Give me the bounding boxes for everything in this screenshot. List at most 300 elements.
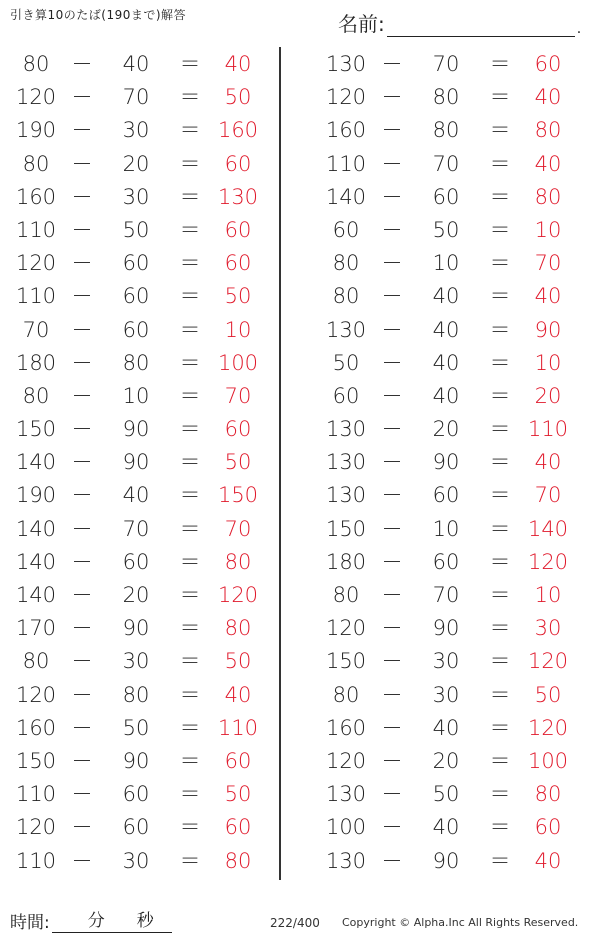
equals-sign: ＝: [179, 549, 201, 574]
answer: 60: [534, 52, 562, 76]
subtrahend: 40: [432, 815, 460, 840]
answer: 120: [527, 549, 569, 574]
minuend: 110: [325, 151, 367, 176]
answer: 120: [217, 583, 259, 607]
minuend: 120: [325, 85, 367, 110]
subtrahend: 20: [432, 417, 460, 442]
minus-sign: －: [71, 184, 93, 209]
answer: 40: [534, 151, 562, 176]
minus-sign: －: [71, 715, 93, 740]
subtrahend: 30: [122, 848, 150, 873]
problem-row: [310, 546, 600, 579]
minus-sign: －: [71, 118, 93, 143]
minus-sign: －: [381, 317, 403, 342]
equals-sign: ＝: [489, 284, 511, 309]
equals-sign: ＝: [179, 284, 201, 309]
subtrahend: 50: [432, 782, 460, 807]
minuend: 80: [22, 649, 50, 674]
equals-sign: ＝: [179, 184, 201, 209]
minus-sign: －: [71, 217, 93, 242]
problem-row: [310, 745, 600, 778]
subtrahend: 50: [432, 217, 460, 242]
minus-sign: －: [71, 85, 93, 110]
answer: 50: [224, 85, 252, 110]
minuend: 130: [325, 848, 367, 873]
minus-sign: －: [71, 815, 93, 840]
minuend: 80: [332, 682, 360, 707]
equals-sign: ＝: [489, 151, 511, 176]
answer: 40: [224, 52, 252, 76]
minuend: 120: [325, 748, 367, 773]
minuend: 80: [22, 52, 50, 76]
minus-sign: －: [71, 549, 93, 574]
subtrahend: 60: [122, 284, 150, 309]
answer: 80: [224, 616, 252, 641]
problem-row: [0, 114, 290, 147]
answer: 130: [217, 184, 259, 209]
minus-sign: －: [381, 848, 403, 873]
minuend: 120: [15, 815, 57, 840]
equals-sign: ＝: [179, 649, 201, 674]
problem-row: [0, 845, 290, 878]
minuend: 70: [22, 317, 50, 342]
time-label: 時間:: [10, 913, 50, 933]
problem-row: [310, 214, 600, 247]
problem-row: [0, 513, 290, 546]
answer: 60: [224, 151, 252, 176]
minus-sign: －: [71, 483, 93, 508]
answer: 80: [534, 118, 562, 143]
subtrahend: 90: [122, 616, 150, 641]
subtrahend: 50: [122, 217, 150, 242]
problem-row: [310, 81, 600, 114]
minus-sign: －: [71, 350, 93, 375]
minuend: 190: [15, 483, 57, 508]
subtrahend: 60: [122, 251, 150, 276]
problem-row: [0, 280, 290, 313]
subtrahend: 40: [432, 317, 460, 342]
answer: 50: [224, 649, 252, 674]
answer: 60: [224, 251, 252, 276]
minuend: 190: [15, 118, 57, 143]
equals-sign: ＝: [179, 782, 201, 807]
minus-sign: －: [71, 251, 93, 276]
equals-sign: ＝: [179, 682, 201, 707]
minus-sign: －: [71, 848, 93, 873]
subtrahend: 40: [122, 52, 150, 76]
right-problem-column: [310, 48, 600, 878]
answer: 70: [534, 483, 562, 508]
subtrahend: 60: [432, 483, 460, 508]
problem-row: [310, 612, 600, 645]
subtrahend: 40: [432, 383, 460, 408]
minus-sign: －: [381, 118, 403, 143]
answer: 80: [534, 184, 562, 209]
equals-sign: ＝: [179, 85, 201, 110]
problem-row: [0, 479, 290, 512]
equals-sign: ＝: [489, 549, 511, 574]
minuend: 80: [22, 383, 50, 408]
subtrahend: 20: [432, 748, 460, 773]
answer: 50: [224, 782, 252, 807]
problem-row: [310, 778, 600, 811]
minuend: 150: [15, 748, 57, 773]
minuend: 140: [15, 549, 57, 574]
problem-row: [310, 48, 600, 81]
page-number: 222/400: [270, 916, 320, 930]
subtrahend: 10: [432, 516, 460, 541]
name-field: [338, 8, 581, 37]
equals-sign: ＝: [489, 251, 511, 276]
subtrahend: 90: [432, 450, 460, 475]
subtrahend: 30: [122, 118, 150, 143]
problem-row: [0, 546, 290, 579]
problem-row: [310, 811, 600, 844]
problem-row: [310, 645, 600, 678]
minuend: 110: [15, 284, 57, 309]
subtrahend: 60: [432, 184, 460, 209]
subtrahend: 20: [122, 583, 150, 607]
equals-sign: ＝: [489, 782, 511, 807]
answer: 110: [217, 715, 259, 740]
minuend: 60: [332, 383, 360, 408]
equals-sign: ＝: [489, 317, 511, 342]
minus-sign: －: [381, 350, 403, 375]
minus-sign: －: [381, 52, 403, 76]
minuend: 110: [15, 217, 57, 242]
minuend: 130: [325, 450, 367, 475]
minus-sign: －: [381, 450, 403, 475]
subtrahend: 30: [432, 649, 460, 674]
subtrahend: 90: [122, 417, 150, 442]
problem-row: [0, 81, 290, 114]
minuend: 130: [325, 52, 367, 76]
subtrahend: 80: [122, 682, 150, 707]
copyright-text: Copyright © Alpha.Inc All Rights Reserved.: [342, 916, 579, 929]
problem-row: [0, 48, 290, 81]
problem-row: [310, 114, 600, 147]
equals-sign: ＝: [179, 151, 201, 176]
minus-sign: －: [71, 317, 93, 342]
problem-row: [0, 247, 290, 280]
problem-row: [0, 778, 290, 811]
answer: 70: [534, 251, 562, 276]
subtrahend: 70: [432, 52, 460, 76]
minus-sign: －: [71, 748, 93, 773]
minus-sign: －: [71, 649, 93, 674]
answer: 60: [534, 815, 562, 840]
minus-sign: －: [381, 649, 403, 674]
equals-sign: ＝: [489, 848, 511, 873]
minuend: 140: [15, 516, 57, 541]
equals-sign: ＝: [489, 52, 511, 76]
answer: 120: [527, 649, 569, 674]
equals-sign: ＝: [489, 217, 511, 242]
subtrahend: 10: [432, 251, 460, 276]
subtrahend: 30: [122, 184, 150, 209]
minuend: 60: [332, 217, 360, 242]
answer: 60: [224, 748, 252, 773]
minus-sign: －: [381, 782, 403, 807]
problem-row: [310, 347, 600, 380]
problem-row: [0, 314, 290, 347]
minus-sign: －: [381, 815, 403, 840]
problem-row: [310, 148, 600, 181]
subtrahend: 70: [432, 151, 460, 176]
minus-sign: －: [381, 184, 403, 209]
problem-row: [310, 181, 600, 214]
worksheet-title: 引き算10のたば(190まで)解答: [10, 8, 187, 22]
answer: 30: [534, 616, 562, 641]
minus-sign: －: [381, 616, 403, 641]
minus-sign: －: [381, 748, 403, 773]
problem-row: [310, 380, 600, 413]
subtrahend: 90: [122, 748, 150, 773]
subtrahend: 60: [122, 782, 150, 807]
name-label: 名前:: [338, 12, 385, 36]
minus-sign: －: [71, 417, 93, 442]
problem-row: [310, 280, 600, 313]
minuend: 110: [15, 782, 57, 807]
answer: 10: [534, 583, 562, 607]
equals-sign: ＝: [489, 184, 511, 209]
answer: 50: [224, 284, 252, 309]
equals-sign: ＝: [179, 583, 201, 607]
time-field: [10, 906, 172, 933]
minus-sign: －: [381, 483, 403, 508]
equals-sign: ＝: [179, 118, 201, 143]
equals-sign: ＝: [179, 848, 201, 873]
problem-row: [0, 413, 290, 446]
equals-sign: ＝: [489, 616, 511, 641]
minuend: 130: [325, 782, 367, 807]
time-blank[interactable]: [52, 906, 172, 933]
answer: 40: [224, 682, 252, 707]
equals-sign: ＝: [489, 748, 511, 773]
subtrahend: 40: [432, 284, 460, 309]
minuend: 50: [332, 350, 360, 375]
answer: 60: [224, 217, 252, 242]
equals-sign: ＝: [489, 450, 511, 475]
equals-sign: ＝: [179, 748, 201, 773]
minuend: 160: [325, 715, 367, 740]
minus-sign: －: [381, 85, 403, 110]
minuend: 80: [22, 151, 50, 176]
minuend: 120: [325, 616, 367, 641]
equals-sign: ＝: [179, 383, 201, 408]
equals-sign: ＝: [179, 450, 201, 475]
subtrahend: 80: [122, 350, 150, 375]
answer: 100: [527, 748, 569, 773]
minus-sign: －: [381, 217, 403, 242]
answer: 80: [224, 848, 252, 873]
minus-sign: －: [381, 284, 403, 309]
minus-sign: －: [71, 151, 93, 176]
answer: 160: [217, 118, 259, 143]
minuend: 80: [332, 284, 360, 309]
minuend: 170: [15, 616, 57, 641]
minus-sign: －: [71, 583, 93, 607]
minus-sign: －: [71, 450, 93, 475]
problem-row: [310, 712, 600, 745]
equals-sign: ＝: [489, 383, 511, 408]
problem-row: [310, 314, 600, 347]
subtrahend: 60: [122, 549, 150, 574]
answer: 70: [224, 516, 252, 541]
minuend: 140: [325, 184, 367, 209]
subtrahend: 70: [122, 516, 150, 541]
minus-sign: －: [71, 682, 93, 707]
problem-row: [310, 513, 600, 546]
equals-sign: ＝: [489, 417, 511, 442]
equals-sign: ＝: [179, 483, 201, 508]
answer: 120: [527, 715, 569, 740]
equals-sign: ＝: [489, 715, 511, 740]
seconds-label: 秒: [136, 911, 154, 931]
subtrahend: 60: [432, 549, 460, 574]
minuend: 120: [15, 85, 57, 110]
equals-sign: ＝: [179, 715, 201, 740]
subtrahend: 60: [122, 317, 150, 342]
answer: 140: [527, 516, 569, 541]
minuend: 120: [15, 251, 57, 276]
answer: 80: [224, 549, 252, 574]
minus-sign: －: [381, 383, 403, 408]
equals-sign: ＝: [179, 417, 201, 442]
minus-sign: －: [71, 782, 93, 807]
answer: 10: [534, 350, 562, 375]
equals-sign: ＝: [179, 52, 201, 76]
minuend: 160: [15, 184, 57, 209]
answer: 40: [534, 450, 562, 475]
answer: 100: [217, 350, 259, 375]
name-dot: .: [576, 21, 582, 37]
minuend: 110: [15, 848, 57, 873]
answer: 90: [534, 317, 562, 342]
minuend: 160: [15, 715, 57, 740]
minuend: 140: [15, 450, 57, 475]
minus-sign: －: [381, 583, 403, 607]
equals-sign: ＝: [489, 649, 511, 674]
subtrahend: 80: [432, 118, 460, 143]
answer: 150: [217, 483, 259, 508]
equals-sign: ＝: [489, 815, 511, 840]
minuend: 180: [325, 549, 367, 574]
subtrahend: 60: [122, 815, 150, 840]
problem-row: [0, 612, 290, 645]
answer: 40: [534, 284, 562, 309]
problem-row: [0, 181, 290, 214]
equals-sign: ＝: [179, 251, 201, 276]
problem-row: [0, 745, 290, 778]
problem-row: [0, 712, 290, 745]
problem-row: [0, 347, 290, 380]
equals-sign: ＝: [179, 317, 201, 342]
minus-sign: －: [71, 616, 93, 641]
subtrahend: 40: [432, 350, 460, 375]
problem-row: [310, 446, 600, 479]
minus-sign: －: [71, 383, 93, 408]
subtrahend: 70: [122, 85, 150, 110]
minus-sign: －: [381, 251, 403, 276]
subtrahend: 50: [122, 715, 150, 740]
minuend: 130: [325, 483, 367, 508]
answer: 50: [224, 450, 252, 475]
minus-sign: －: [71, 52, 93, 76]
minus-sign: －: [71, 284, 93, 309]
problem-row: [0, 380, 290, 413]
problem-row: [0, 214, 290, 247]
minus-sign: －: [381, 549, 403, 574]
minuend: 150: [325, 649, 367, 674]
minuend: 100: [325, 815, 367, 840]
subtrahend: 90: [432, 616, 460, 641]
subtrahend: 30: [432, 682, 460, 707]
subtrahend: 10: [122, 383, 150, 408]
answer: 10: [534, 217, 562, 242]
minuend: 150: [15, 417, 57, 442]
problem-row: [0, 446, 290, 479]
minus-sign: －: [381, 151, 403, 176]
equals-sign: ＝: [489, 682, 511, 707]
equals-sign: ＝: [179, 815, 201, 840]
equals-sign: ＝: [489, 350, 511, 375]
minus-sign: －: [71, 516, 93, 541]
equals-sign: ＝: [179, 217, 201, 242]
minus-sign: －: [381, 715, 403, 740]
minuend: 140: [15, 583, 57, 607]
answer: 110: [527, 417, 569, 442]
problem-row: [0, 148, 290, 181]
problem-row: [310, 579, 600, 612]
subtrahend: 30: [122, 649, 150, 674]
problem-row: [310, 845, 600, 878]
name-blank-line[interactable]: [387, 16, 575, 37]
left-problem-column: [0, 48, 290, 878]
problem-row: [310, 247, 600, 280]
subtrahend: 80: [432, 85, 460, 110]
minuend: 80: [332, 251, 360, 276]
minuend: 120: [15, 682, 57, 707]
minuend: 80: [332, 583, 360, 607]
subtrahend: 40: [122, 483, 150, 508]
answer: 60: [224, 815, 252, 840]
answer: 60: [224, 417, 252, 442]
equals-sign: ＝: [179, 350, 201, 375]
answer: 80: [534, 782, 562, 807]
subtrahend: 70: [432, 583, 460, 607]
minuend: 160: [325, 118, 367, 143]
subtrahend: 90: [122, 450, 150, 475]
problem-row: [0, 679, 290, 712]
problem-row: [310, 479, 600, 512]
subtrahend: 90: [432, 848, 460, 873]
equals-sign: ＝: [489, 483, 511, 508]
problem-row: [310, 679, 600, 712]
equals-sign: ＝: [179, 516, 201, 541]
answer: 20: [534, 383, 562, 408]
minuend: 180: [15, 350, 57, 375]
equals-sign: ＝: [489, 85, 511, 110]
equals-sign: ＝: [489, 583, 511, 607]
problem-row: [0, 645, 290, 678]
minus-sign: －: [381, 516, 403, 541]
problem-row: [0, 579, 290, 612]
subtrahend: 20: [122, 151, 150, 176]
minus-sign: －: [381, 417, 403, 442]
problem-row: [310, 413, 600, 446]
minutes-label: 分: [87, 911, 105, 931]
